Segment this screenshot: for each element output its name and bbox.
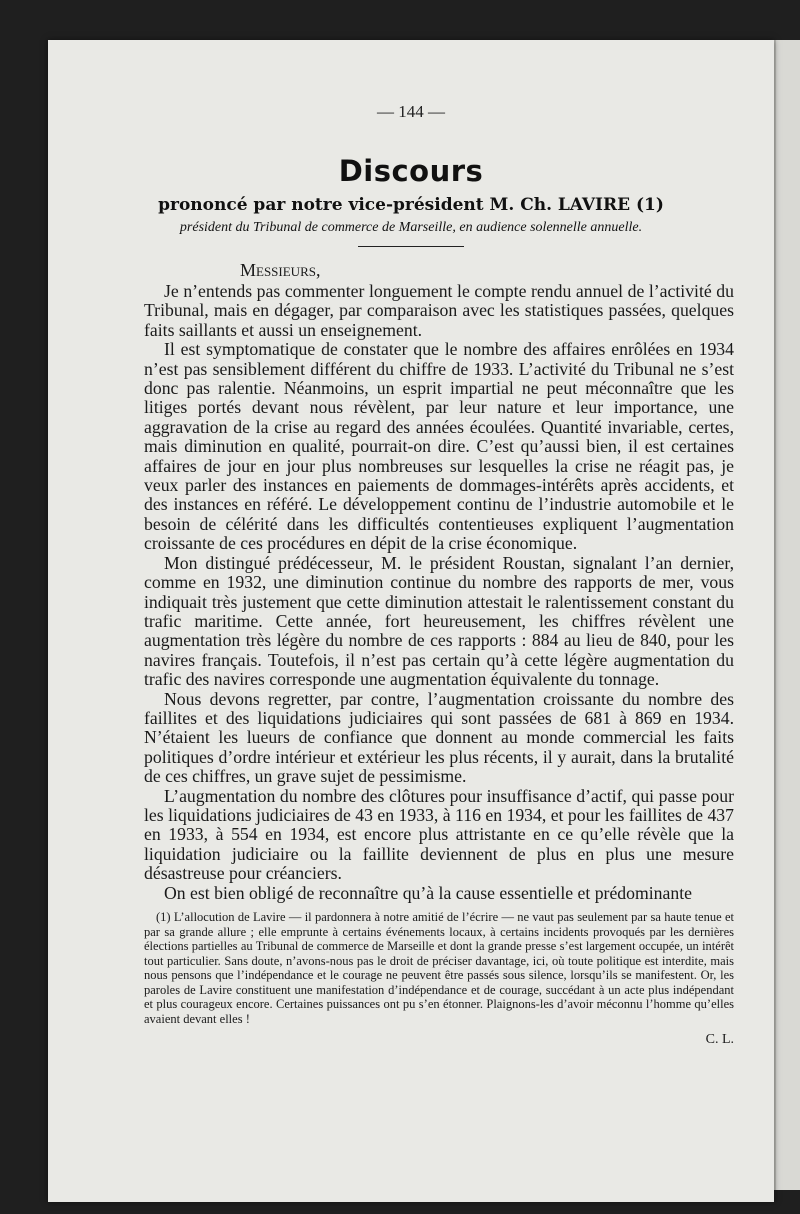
facing-page-edge (774, 40, 800, 1190)
speaker-role: président du Tribunal de commerce de Marseille, en audience solennelle annuelle. (179, 220, 643, 235)
page-title: Discours (338, 154, 484, 188)
paragraph: Il est symptomatique de constater que le nombre des affaires enrôlées en 1934 n’est pas sensiblement différent du chiffre de 1933. L’activité du Tribunal ne s’est donc pas ralentie. Néanmoins, un esprit impartial ne peut méconnaître que les litiges portés devant nous révèlent, par leur nature et leur importance, une aggravation de la crise au regard des années écoulées. Quantité invariable, certes, mais diminution en qualité, pourrait-on dire. C’est qu’aussi bien, il est certaines affaires de jour en jour plus nombreuses sur lesquelles la crise ne réagit pas, je veux parler des instances en paiements de dommages-intérêts après accidents, et des instances en référé. Le développement continu de l’industrie automobile et le besoin de célérité dans les difficultés contentieuses expliquent l’augmentation croissante de ces procédures en dépit de la crise économique. (144, 339, 734, 554)
footnote-signature: C. L. (705, 1032, 734, 1047)
page-number: — 144 — (377, 102, 445, 121)
footnote-text: (1) L’allocution de Lavire — il pardonnera à notre amitié de l’écrire — ne vaut pas seulement par sa haute tenue et par sa grande allure ; elle emprunte à certains événements locaux, à certains incidents provoqués par les dernières élections partielles au Tribunal de commerce de Marseille et dont la grande presse s’est largement occupée, un intérêt tout particulier. Sans doute, n’avons-nous pas le droit de préciser davantage, ici, où toute politique est interdite, mais nous pensons que l’indépendance et le courage ne peuvent être passés sous silence, lorsqu’ils se manifestent. Or, les paroles de Lavire constituent une manifestation d’indépendance et de courage, succédant à un acte plus indépendant et plus courageux encore. Certaines puissances ont pu s’en étonner. Plaignons-les d’avoir méconnu l’homme qu’elles avaient devant elles ! (144, 910, 734, 1026)
speech-body (144, 254, 734, 903)
speaker-line: prononcé par notre vice-président M. Ch. LAVIRE (1) (158, 195, 664, 215)
salutation: Messieurs, (240, 260, 321, 280)
footnote (144, 910, 734, 1026)
paragraph: L’augmentation du nombre des clôtures pour insuffisance d’actif, qui passe pour les liquidations judiciaires de 43 en 1933, à 116 en 1934, et pour les faillites de 437 en 1933, à 554 en 1934, est encore plus attristante en ce qu’elle révèle que la liquidation judiciaire ou la faillite deviennent de plus en plus une mesure désastreuse pour créanciers. (144, 785, 734, 884)
document-page (48, 40, 774, 1202)
paragraph: Nous devons regretter, par contre, l’augmentation croissante du nombre des faillites et des liquidations judiciaires qui sont passées de 681 à 869 en 1934. N’étaient les lueurs de confiance que donnent au monde commercial les faits politiques d’ordre intérieur et extérieur les plus récents, il y aurait, dans la brutalité de ces chiffres, un grave sujet de pessimisme. (144, 688, 734, 787)
paragraph: Je n’entends pas commenter longuement le compte rendu annuel de l’activité du Tribunal, mais en dégager, par comparaison avec les statistiques passées, quelques faits saillants et aussi un enseignement. (144, 281, 734, 340)
paragraph: On est bien obligé de reconnaître qu’à la cause essentielle et prédominante (164, 882, 692, 903)
paragraph: Mon distingué prédécesseur, M. le président Roustan, signalant l’an dernier, comme en 1932, une diminution continue du nombre des rapports de mer, vous indiquait très justement que cette diminution attestait le ralentissement constant du trafic maritime. Cette année, fort heureusement, les chiffres révèlent une augmentation très légère du nombre de ces rapports : 884 au lieu de 840, pour les navires français. Toutefois, il n’est pas certain qu’à cette légère augmentation du trafic des navires corresponde une augmentation équivalente du tonnage. (144, 552, 734, 690)
title-divider (358, 246, 464, 247)
